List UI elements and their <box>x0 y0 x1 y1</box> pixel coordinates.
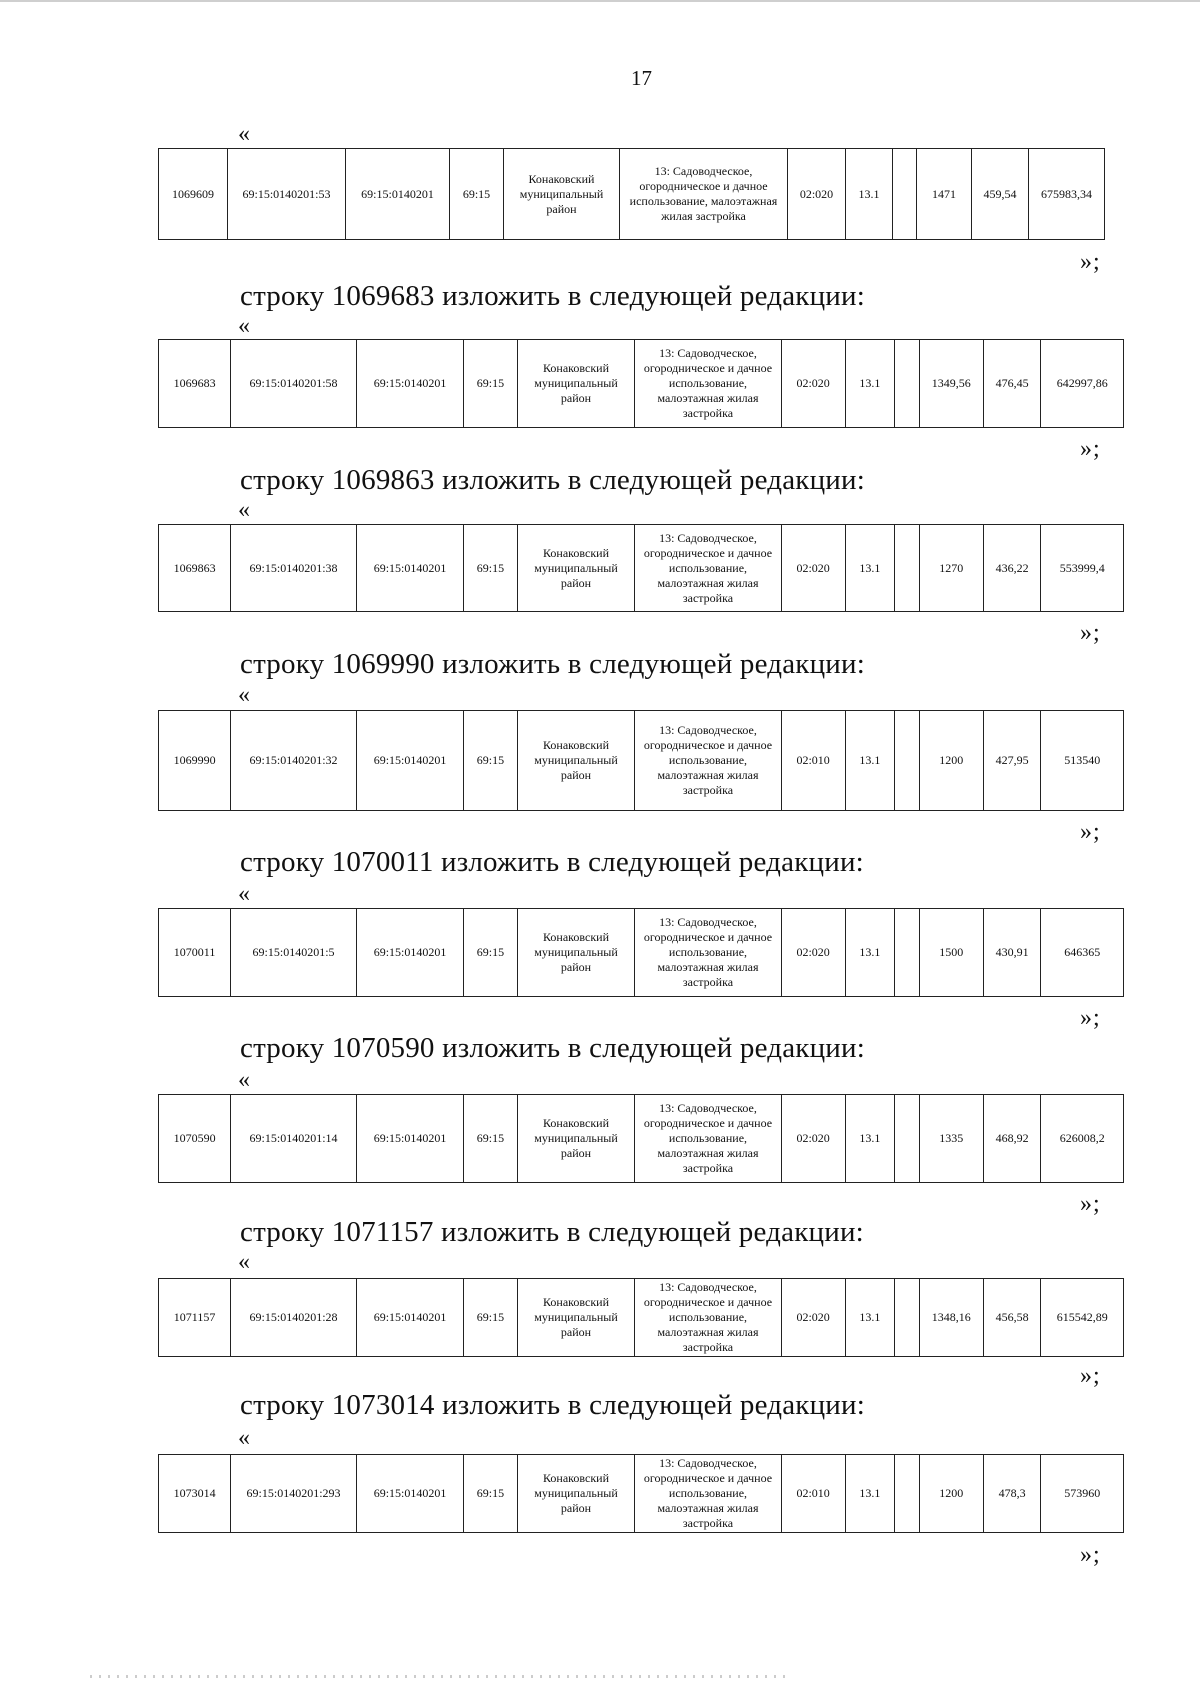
cell-cadastral-number: 69:15:0140201:293 <box>231 1455 357 1533</box>
cell-cadastral-value: 553999,4 <box>1041 525 1124 612</box>
cell-cadastral-value: 646365 <box>1041 909 1124 997</box>
cell-zone-code: 02:020 <box>781 1095 845 1183</box>
cell-empty <box>895 525 920 612</box>
table-row <box>159 340 1124 428</box>
closing-quote: »; <box>1080 819 1101 845</box>
cell-row-number: 1073014 <box>159 1455 231 1533</box>
table-row <box>159 1279 1124 1357</box>
cell-land-use: 13: Садоводческое, огородническое и дачное использование, малоэтажная жилая застройка <box>635 525 781 612</box>
cell-row-number: 1069990 <box>159 711 231 811</box>
cell-zone-code: 02:010 <box>781 711 845 811</box>
cell-cadastral-number: 69:15:0140201:5 <box>231 909 357 997</box>
cell-cadastral-block: 69:15:0140201 <box>356 340 463 428</box>
cell-group-code: 13.1 <box>845 1279 894 1357</box>
record-table <box>158 710 1124 811</box>
cell-municipality: Конаковский муниципальный район <box>517 909 635 997</box>
cell-cadastral-block: 69:15:0140201 <box>356 1279 463 1357</box>
cell-cadastral-number: 69:15:0140201:53 <box>228 149 346 240</box>
cell-row-number: 1069609 <box>159 149 228 240</box>
cell-area: 1335 <box>919 1095 983 1183</box>
table-row <box>159 1095 1124 1183</box>
record-table <box>158 1454 1124 1533</box>
cell-cadastral-value: 573960 <box>1041 1455 1124 1533</box>
cell-specific-value: 476,45 <box>983 340 1041 428</box>
cell-municipality: Конаковский муниципальный район <box>517 711 635 811</box>
cell-row-number: 1069683 <box>159 340 231 428</box>
record-table <box>158 1278 1124 1357</box>
cell-cadastral-value: 626008,2 <box>1041 1095 1124 1183</box>
amendment-instruction: строку 1071157 изложить в следующей редакции: <box>240 1216 864 1248</box>
cell-empty <box>895 711 920 811</box>
cell-cadastral-district: 69:15 <box>464 909 518 997</box>
cell-area: 1348,16 <box>919 1279 983 1357</box>
cell-zone-code: 02:020 <box>781 340 845 428</box>
table-row <box>159 711 1124 811</box>
cell-municipality: Конаковский муниципальный район <box>517 525 635 612</box>
closing-quote: »; <box>1080 1542 1101 1568</box>
cell-municipality: Конаковский муниципальный район <box>517 340 635 428</box>
amendment-instruction: строку 1069863 изложить в следующей редакции: <box>240 464 865 496</box>
cell-cadastral-value: 642997,86 <box>1041 340 1124 428</box>
cell-group-code: 13.1 <box>845 1095 894 1183</box>
closing-quote: »; <box>1080 620 1101 646</box>
cell-municipality: Конаковский муниципальный район <box>517 1279 635 1357</box>
cell-area: 1200 <box>919 711 983 811</box>
cell-cadastral-district: 69:15 <box>464 1279 518 1357</box>
record-table-1069609 <box>158 148 1105 240</box>
closing-quote: »; <box>1080 1005 1101 1031</box>
cell-land-use: 13: Садоводческое, огородническое и дачное использование, малоэтажная жилая застройка <box>635 1279 781 1357</box>
record-table <box>158 908 1124 997</box>
cell-land-use: 13: Садоводческое, огородническое и дачное использование, малоэтажная жилая застройка <box>635 909 781 997</box>
cell-cadastral-block: 69:15:0140201 <box>356 1455 463 1533</box>
scan-noise <box>90 1675 790 1678</box>
cell-group-code: 13.1 <box>845 711 894 811</box>
cell-municipality: Конаковский муниципальный район <box>517 1455 635 1533</box>
cell-cadastral-block: 69:15:0140201 <box>356 909 463 997</box>
opening-quote: « <box>238 313 250 339</box>
cell-area: 1200 <box>919 1455 983 1533</box>
opening-quote: « <box>238 1067 250 1093</box>
cell-empty <box>893 149 917 240</box>
cell-row-number: 1071157 <box>159 1279 231 1357</box>
cell-zone-code: 02:020 <box>788 149 846 240</box>
cell-empty <box>895 1455 920 1533</box>
cell-land-use: 13: Садоводческое, огородническое и дачное использование, малоэтажная жилая застройка <box>635 1455 781 1533</box>
amendment-instruction: строку 1069683 изложить в следующей редакции: <box>240 280 865 312</box>
cell-specific-value: 459,54 <box>972 149 1029 240</box>
cell-empty <box>895 1095 920 1183</box>
cell-cadastral-block: 69:15:0140201 <box>356 525 463 612</box>
record-table <box>158 339 1124 428</box>
cell-cadastral-district: 69:15 <box>450 149 504 240</box>
cell-empty <box>895 909 920 997</box>
closing-quote: »; <box>1080 1363 1101 1389</box>
cell-municipality: Конаковский муниципальный район <box>504 149 620 240</box>
record-table <box>158 524 1124 612</box>
cell-row-number: 1070590 <box>159 1095 231 1183</box>
cell-zone-code: 02:020 <box>781 525 845 612</box>
record-table <box>158 1094 1124 1183</box>
cell-zone-code: 02:020 <box>781 909 845 997</box>
amendment-instruction: строку 1070590 изложить в следующей редакции: <box>240 1032 865 1064</box>
cell-specific-value: 456,58 <box>983 1279 1041 1357</box>
page-number: 17 <box>631 66 652 90</box>
opening-quote: « <box>238 1249 250 1275</box>
cell-area: 1500 <box>919 909 983 997</box>
cell-cadastral-value: 675983,34 <box>1029 149 1105 240</box>
scan-top-edge <box>0 0 1200 2</box>
cell-cadastral-number: 69:15:0140201:14 <box>231 1095 357 1183</box>
amendment-instruction: строку 1073014 изложить в следующей редакции: <box>240 1389 865 1421</box>
cell-zone-code: 02:020 <box>781 1279 845 1357</box>
cell-cadastral-district: 69:15 <box>464 340 518 428</box>
cell-specific-value: 478,3 <box>983 1455 1041 1533</box>
cell-area: 1270 <box>919 525 983 612</box>
cell-cadastral-district: 69:15 <box>464 1455 518 1533</box>
cell-group-code: 13.1 <box>845 340 894 428</box>
cell-cadastral-number: 69:15:0140201:38 <box>231 525 357 612</box>
cell-specific-value: 436,22 <box>983 525 1041 612</box>
cell-cadastral-district: 69:15 <box>464 525 518 612</box>
cell-group-code: 13.1 <box>845 1455 894 1533</box>
cell-cadastral-block: 69:15:0140201 <box>356 711 463 811</box>
cell-area: 1471 <box>917 149 972 240</box>
cell-municipality: Конаковский муниципальный район <box>517 1095 635 1183</box>
table-row <box>159 909 1124 997</box>
cell-group-code: 13.1 <box>845 909 894 997</box>
opening-quote: « <box>238 121 250 147</box>
cell-land-use: 13: Садоводческое, огородническое и дачное использование, малоэтажная жилая застройка <box>620 149 788 240</box>
closing-quote: »; <box>1080 1191 1101 1217</box>
table-row <box>159 1455 1124 1533</box>
cell-land-use: 13: Садоводческое, огородническое и дачное использование, малоэтажная жилая застройка <box>635 1095 781 1183</box>
cell-row-number: 1069863 <box>159 525 231 612</box>
amendment-instruction: строку 1070011 изложить в следующей редакции: <box>240 846 864 878</box>
cell-specific-value: 427,95 <box>983 711 1041 811</box>
cell-cadastral-number: 69:15:0140201:32 <box>231 711 357 811</box>
cell-cadastral-value: 615542,89 <box>1041 1279 1124 1357</box>
cell-cadastral-district: 69:15 <box>464 1095 518 1183</box>
opening-quote: « <box>238 682 250 708</box>
opening-quote: « <box>238 497 250 523</box>
opening-quote: « <box>238 881 250 907</box>
closing-quote: »; <box>1080 436 1101 462</box>
cell-cadastral-number: 69:15:0140201:58 <box>231 340 357 428</box>
cell-cadastral-block: 69:15:0140201 <box>346 149 450 240</box>
cell-cadastral-district: 69:15 <box>464 711 518 811</box>
cell-land-use: 13: Садоводческое, огородническое и дачное использование, малоэтажная жилая застройка <box>635 340 781 428</box>
closing-quote: »; <box>1080 249 1101 275</box>
cell-cadastral-number: 69:15:0140201:28 <box>231 1279 357 1357</box>
cell-specific-value: 468,92 <box>983 1095 1041 1183</box>
cell-group-code: 13.1 <box>846 149 893 240</box>
cell-group-code: 13.1 <box>845 525 894 612</box>
cell-land-use: 13: Садоводческое, огородническое и дачное использование, малоэтажная жилая застройка <box>635 711 781 811</box>
cell-area: 1349,56 <box>919 340 983 428</box>
cell-row-number: 1070011 <box>159 909 231 997</box>
cell-cadastral-value: 513540 <box>1041 711 1124 811</box>
opening-quote: « <box>238 1425 250 1451</box>
cell-cadastral-block: 69:15:0140201 <box>356 1095 463 1183</box>
cell-empty <box>895 1279 920 1357</box>
table-row <box>159 525 1124 612</box>
amendment-instruction: строку 1069990 изложить в следующей редакции: <box>240 648 865 680</box>
cell-zone-code: 02:010 <box>781 1455 845 1533</box>
table-row <box>159 149 1105 240</box>
cell-empty <box>895 340 920 428</box>
cell-specific-value: 430,91 <box>983 909 1041 997</box>
